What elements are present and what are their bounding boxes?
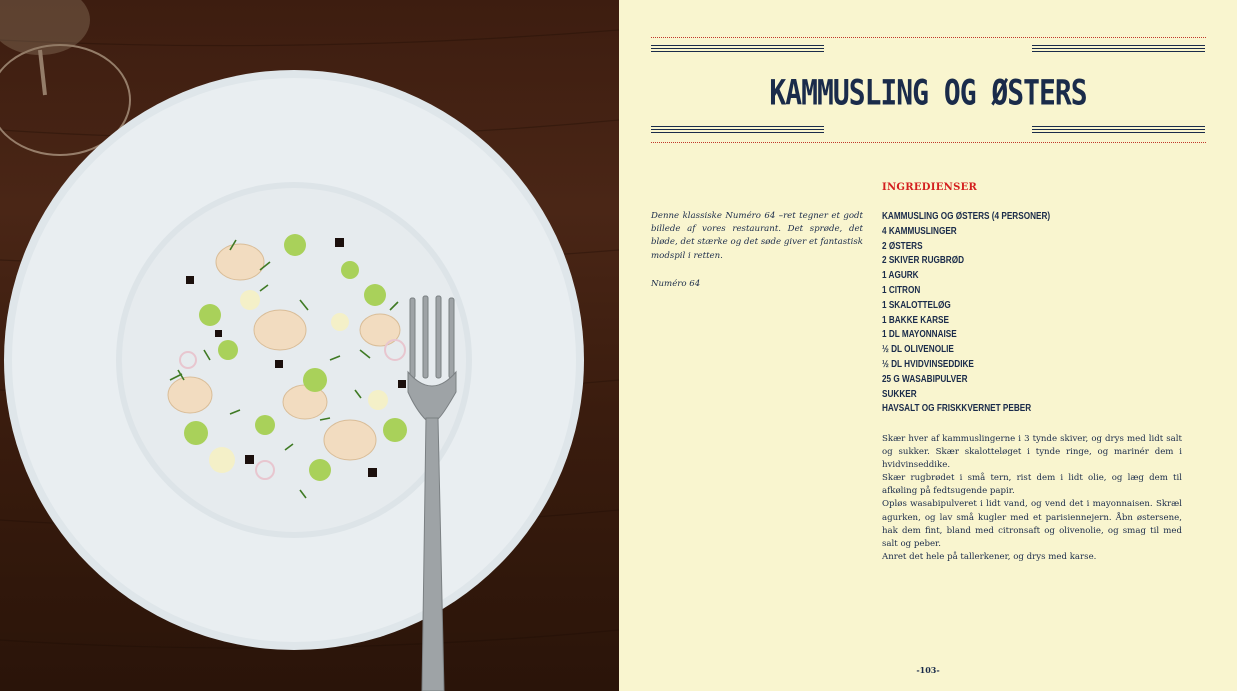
- ingredient-item: ½ DL OLIVENOLIE: [882, 344, 954, 356]
- ingredient-item: 2 SKIVER RUGBRØD: [882, 255, 965, 267]
- method-paragraph: Skær hver af kammuslingerne i 3 tynde skiver, og drys med lidt salt og sukker. Skær skalotteløget i tynde ringe, og marinér dem i hvidvinseddike.: [882, 434, 1182, 471]
- page-number: -103-: [916, 665, 940, 675]
- double-rule-top-left: [651, 45, 824, 54]
- method-paragraph: Anret det hele på tallerkener, og drys med karse.: [882, 551, 1097, 562]
- double-rule-bottom-left: [651, 126, 824, 135]
- dotted-rule-top: [651, 37, 1206, 38]
- ingredient-item: 1 AGURK: [882, 270, 919, 282]
- double-rule-bottom-right: [1032, 126, 1205, 135]
- ingredient-item: SUKKER: [882, 388, 917, 400]
- ingredient-item: KAMMUSLING OG ØSTERS (4 PERSONER): [882, 211, 1051, 222]
- intro-text: [651, 210, 863, 306]
- intro-attribution: Numéro 64: [651, 278, 701, 289]
- method-paragraph: Skær rugbrødet i små tern, rist dem i lidt olie, og læg dem til afkøling på fedtsugende papir.: [882, 473, 1182, 497]
- recipe-title: KAMMUSLING OG ØSTERS: [769, 72, 1087, 114]
- ingredient-item: 25 G WASABIPULVER: [882, 373, 968, 385]
- method-text: [882, 433, 1182, 564]
- ingredient-item: 1 SKALOTTELØG: [882, 299, 951, 311]
- ingredient-item: 1 DL MAYONNAISE: [882, 329, 957, 341]
- ingredient-item: 2 ØSTERS: [882, 240, 923, 252]
- double-rule-top-right: [1032, 45, 1205, 54]
- ingredient-item: HAVSALT OG FRISKKVERNET PEBER: [882, 403, 1032, 415]
- ingredients-list: [882, 210, 1050, 417]
- recipe-page: [619, 0, 1237, 691]
- ingredients-heading: INGREDIENSER: [882, 182, 978, 193]
- ingredient-item: 1 CITRON: [882, 284, 921, 296]
- ingredient-item: 4 KAMMUSLINGER: [882, 225, 957, 237]
- method-paragraph: Opløs wasabipulveret i lidt vand, og vend det i mayonnaisen. Skræl agurken, og lav små kugler med et parisiennejern. Åbn østersene, hak dem fint, bland med citronsaft og olivenolie, og smag til med salt og peber.: [882, 499, 1182, 549]
- dotted-rule-bottom: [651, 142, 1206, 143]
- ingredient-item: ½ DL HVIDVINSEDDIKE: [882, 358, 974, 370]
- ingredient-item: 1 BAKKE KARSE: [882, 314, 949, 326]
- intro-paragraph: Denne klassiske Numéro 64 –ret tegner et godt billede af vores restaurant. Det sprøde, det bløde, det stærke og det søde giver et fantastisk modspil i retten.: [651, 211, 863, 261]
